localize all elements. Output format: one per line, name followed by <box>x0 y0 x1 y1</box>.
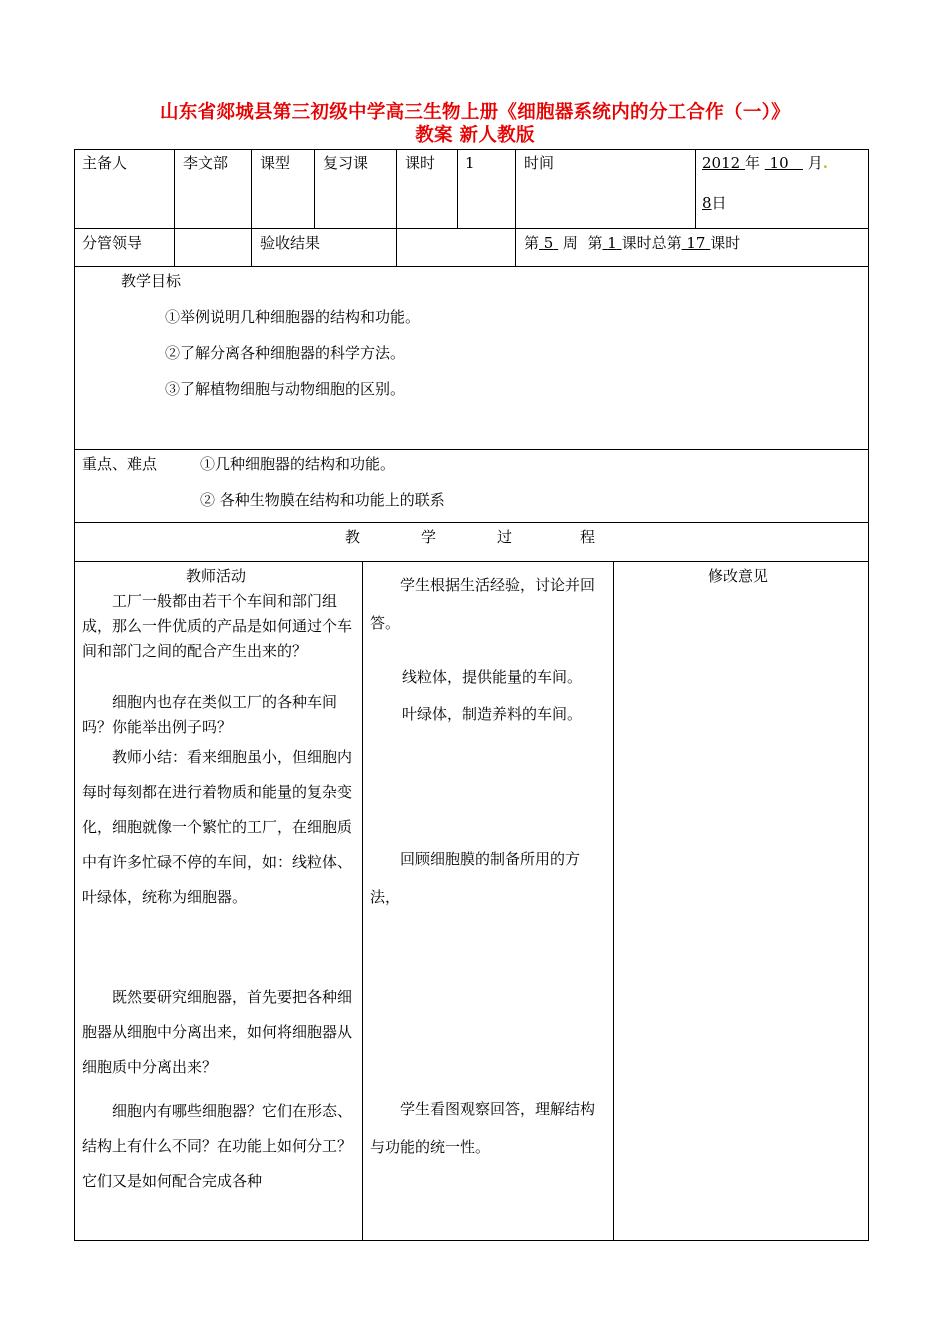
date-dot: . <box>822 154 828 172</box>
preparer-value: 李文部 <box>183 154 229 172</box>
revision-heading: 修改意见 <box>708 567 769 585</box>
lesson-prefix: 第 <box>587 234 603 252</box>
process-char: 过 <box>497 528 513 546</box>
col-divider <box>314 149 315 228</box>
col-divider <box>362 561 363 1241</box>
student-paragraph: 学生看图观察回答，理解结构与功能的统一性。 <box>370 1100 596 1156</box>
week-number: 5 <box>543 234 554 252</box>
lesson-type-value: 复习课 <box>323 154 369 172</box>
total-number: 17 <box>686 234 706 252</box>
total-unit: 课时 <box>710 234 741 252</box>
date-month-unit: 月 <box>807 154 823 172</box>
check-result-label: 验收结果 <box>260 234 321 252</box>
period-label: 课时 <box>405 154 436 172</box>
date-year: 2012 <box>702 154 741 172</box>
row-divider <box>74 449 869 450</box>
date-line2 <box>702 193 727 213</box>
process-char: 程 <box>580 528 596 546</box>
student-paragraph: 回顾细胞膜的制备所用的方法， <box>370 850 581 906</box>
teacher-paragraph: 细胞内有哪些细胞器？它们在形态、结构上有什么不同？在功能上如何分工？它们又是如何配合完成各种 <box>82 1102 353 1190</box>
keypoint-item: ② 各种生物膜在结构和功能上的联系 <box>200 491 445 509</box>
lesson-number: 1 <box>607 234 617 252</box>
week-unit: 周 <box>562 234 578 252</box>
goals-heading: 教学目标 <box>121 272 182 290</box>
document-title-line2: 教案 新人教版 <box>415 125 535 146</box>
lesson-type-label: 课型 <box>260 154 291 172</box>
preparer-label: 主备人 <box>82 154 128 172</box>
period-value: 1 <box>465 154 475 172</box>
time-label: 时间 <box>524 154 555 172</box>
col-divider <box>613 561 614 1241</box>
date-line1 <box>702 153 828 173</box>
keypoint-item: ①几种细胞器的结构和功能。 <box>200 455 396 473</box>
leader-label: 分管领导 <box>82 234 143 252</box>
date-year-unit: 年 <box>744 154 760 172</box>
document-title-line1: 山东省郯城县第三初级中学高三生物上册《细胞器系统内的分工合作（一）》 <box>160 102 790 123</box>
col-divider <box>251 149 252 266</box>
col-divider <box>695 149 696 228</box>
teacher-heading: 教师活动 <box>186 567 247 585</box>
teacher-paragraph: 工厂一般都由若干个车间和部门组成，那么一件优质的产品是如何通过个车间和部门之间的配合产生出来的？ <box>82 592 353 660</box>
row-divider <box>74 522 869 523</box>
student-paragraph: 学生根据生活经验，讨论并回答。 <box>370 576 596 632</box>
date-day-unit: 日 <box>711 194 727 212</box>
teacher-paragraph: 既然要研究细胞器，首先要把各种细胞器从细胞中分离出来，如何将细胞器从细胞质中分离出来？ <box>82 988 353 1076</box>
process-char: 学 <box>421 528 437 546</box>
goal-item: ②了解分离各种细胞器的科学方法。 <box>165 344 406 362</box>
keypoints-label: 重点、难点 <box>82 455 158 473</box>
col-divider <box>515 149 516 266</box>
student-paragraph: 线粒体，提供能量的车间。 <box>402 668 583 686</box>
process-char: 教 <box>345 528 361 546</box>
date-day: 8 <box>702 194 712 212</box>
row-divider <box>74 266 869 267</box>
date-month: 10 <box>769 154 789 172</box>
row-divider <box>74 561 869 562</box>
teacher-paragraph: 细胞内也存在类似工厂的各种车间吗？你能举出例子吗？ <box>82 693 338 736</box>
col-divider <box>457 149 458 228</box>
week-lesson-info <box>524 233 740 253</box>
student-paragraph: 叶绿体，制造养料的车间。 <box>402 705 583 723</box>
lesson-mid: 课时总第 <box>621 234 682 252</box>
col-divider <box>396 149 397 266</box>
teacher-paragraph: 教师小结：看来细胞虽小，但细胞内每时每刻都在进行着物质和能量的复杂变化，细胞就像一个繁忙的工厂，在细胞质中有许多忙碌不停的车间，如：线粒体、叶绿体，统称为细胞器。 <box>82 748 353 906</box>
col-divider <box>174 149 175 266</box>
goal-item: ③了解植物细胞与动物细胞的区别。 <box>165 380 406 398</box>
week-prefix: 第 <box>524 234 540 252</box>
row-divider <box>74 228 869 229</box>
goal-item: ①举例说明几种细胞器的结构和功能。 <box>165 308 421 326</box>
